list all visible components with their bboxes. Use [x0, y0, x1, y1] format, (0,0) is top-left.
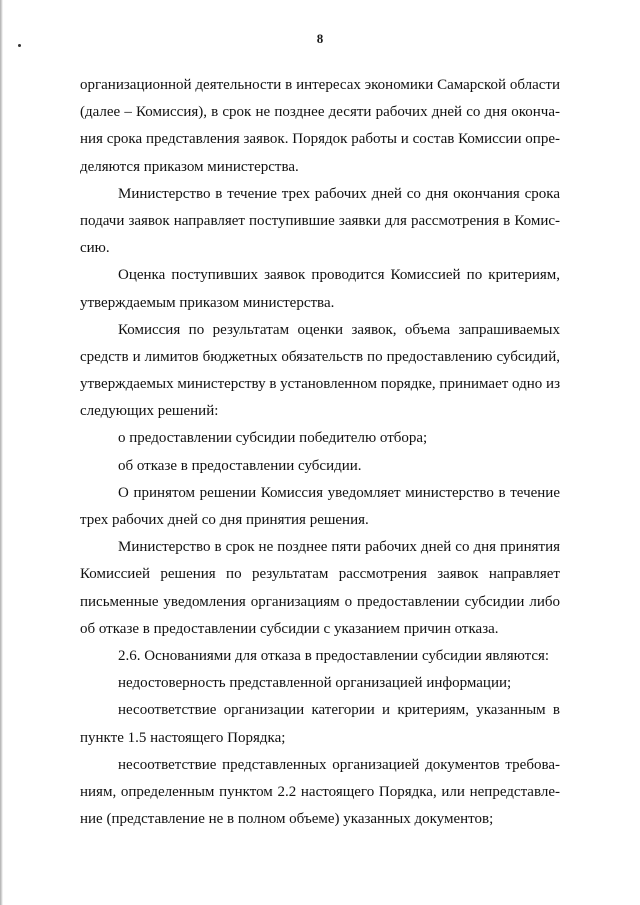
- text-line: подачи заявок направляет поступившие заявки для рассмотрения в Комис-: [80, 212, 560, 229]
- text-line: Министерство в течение трех рабочих дней со дня окончания срока: [118, 185, 560, 202]
- text-line: О принятом решении Комиссия уведомляет министерство в течение: [118, 484, 560, 501]
- text-line: ния срока представления заявок. Порядок работы и состав Комиссии опре-: [80, 131, 560, 148]
- text-line: письменные уведомления организациям о предоставлении субсидии либо: [80, 593, 560, 610]
- text-line: утверждаемым приказом министерства.: [80, 294, 335, 311]
- page-number: 8: [316, 31, 324, 46]
- text-line: о предоставлении субсидии победителю отбора;: [118, 430, 428, 447]
- text-line: недостоверность представленной организацией информации;: [118, 675, 512, 692]
- text-line: несоответствие представленных организацией документов требова-: [118, 756, 560, 773]
- text-line: об отказе в предоставлении субсидии с указанием причин отказа.: [80, 620, 499, 637]
- text-line: ние (представление не в полном объеме) указанных документов;: [80, 811, 494, 828]
- text-line: 2.6. Основаниями для отказа в предоставлении субсидии являются:: [118, 647, 550, 664]
- text-line: деляются приказом министерства.: [80, 158, 299, 175]
- text-line: несоответствие организации категории и критериям, указанным в: [118, 702, 560, 719]
- text-line: ниям, определенным пунктом 2.2 настоящего Порядка, или непредставле-: [80, 783, 560, 800]
- text-line: сию.: [80, 240, 110, 257]
- text-line: об отказе в предоставлении субсидии.: [118, 457, 362, 474]
- text-line: трех рабочих дней со дня принятия решения.: [80, 512, 369, 528]
- text-line: утверждаемых министерству в установленном порядке, принимает одно из: [80, 376, 560, 393]
- text-line: (далее – Комиссия), в срок не позднее десяти рабочих дней со дня оконча-: [80, 104, 560, 121]
- text-line: организационной деятельности в интересах экономики Самарской области: [80, 77, 560, 93]
- text-line: Оценка поступивших заявок проводится Комиссией по критериям,: [118, 267, 560, 284]
- text-line: пункте 1.5 настоящего Порядка;: [80, 729, 286, 746]
- body-text: [80, 72, 560, 833]
- text-line: средств и лимитов бюджетных обязательств по предоставлению субсидий,: [80, 348, 560, 365]
- text-line: Комиссией решения по результатам рассмотрения заявок направляет: [80, 566, 560, 583]
- text-line: Министерство в срок не позднее пяти рабочих дней со дня принятия: [118, 539, 560, 556]
- scan-edge-shadow: [0, 0, 3, 905]
- text-line: Комиссия по результатам оценки заявок, объема запрашиваемых: [118, 321, 560, 338]
- text-line: следующих решений:: [80, 403, 219, 420]
